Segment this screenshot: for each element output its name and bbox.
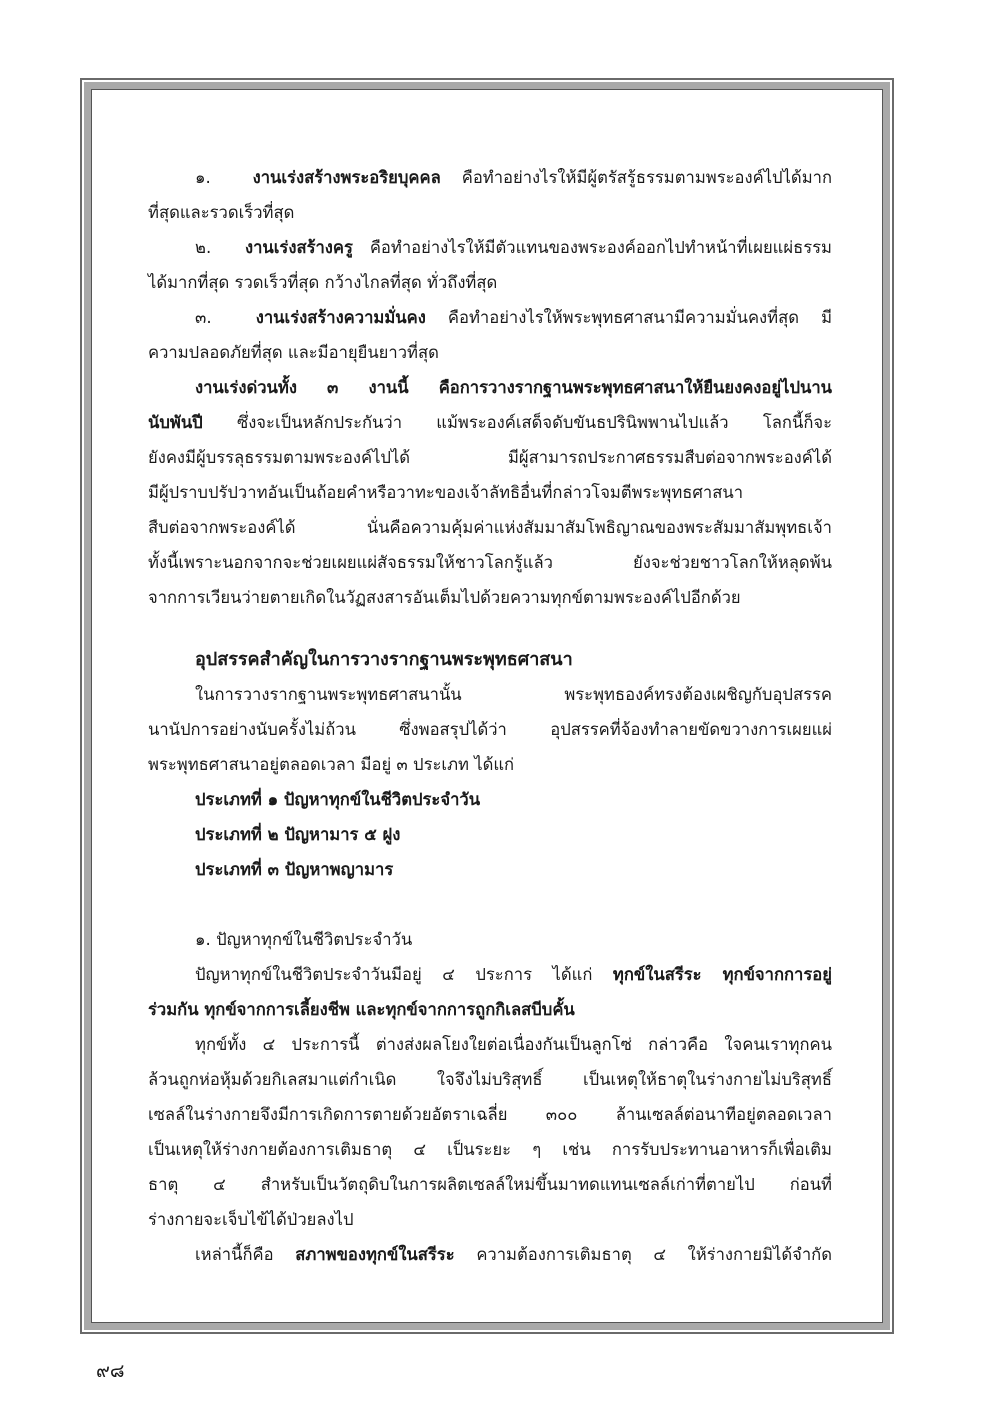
section1-p2-line-5: ธาตุ ๔ สำหรับเป็นวัตถุดิบในการผลิตเซลล์ใหม่ขึ้นมาทดแทนเซลล์เก่าที่ตายไป ก่อนที่ xyxy=(148,1175,832,1194)
summary-line-6: ทั้งนี้เพราะนอกจากจะช่วยเผยแผ่สัจธรรมให้ชาวโลกรู้แล้ว ยังจะช่วยชาวโลกให้หลุดพ้น xyxy=(148,553,832,572)
summary-line-4: มีผู้ปราบปรัปวาทอันเป็นถ้อยคำหรือวาทะของเจ้าลัทธิอื่นที่กล่าวโจมตีพระพุทธศาสนา xyxy=(148,483,744,502)
intro-line-3: พระพุทธศาสนาอยู่ตลอดเวลา มีอยู่ ๓ ประเภท ได้แก่ xyxy=(148,755,515,774)
section1-p1-line-2: ร่วมกัน ทุกข์จากการเลี้ยงชีพ และทุกข์จากการถูกกิเลสบีบคั้น xyxy=(148,1000,575,1019)
obstacle-type-2: ประเภทที่ ๒ ปัญหามาร ๕ ฝูง xyxy=(195,825,401,844)
item-3-line-2: ความปลอดภัยที่สุด และมีอายุยืนยาวที่สุด xyxy=(148,343,439,362)
section1-p3-line-1: เหล่านี้ก็คือ สภาพของทุกข์ในสรีระ ความต้องการเติมธาตุ ๔ ให้ร่างกายมิได้จำกัด xyxy=(195,1245,833,1264)
section-heading: อุปสรรคสำคัญในการวางรากฐานพระพุทธศาสนา xyxy=(195,649,573,670)
summary-line-3: ยังคงมีผู้บรรลุธรรมตามพระองค์ไปได้ มีผู้สามารถประกาศธรรมสืบต่อจากพระองค์ได้ xyxy=(148,448,832,467)
section1-p2-line-1: ทุกข์ทั้ง ๔ ประการนี้ ต่างส่งผลโยงใยต่อเนื่องกันเป็นลูกโซ่ กล่าวคือ ใจคนเราทุกคน xyxy=(195,1035,832,1054)
section1-p2-line-4: เป็นเหตุให้ร่างกายต้องการเติมธาตุ ๔ เป็นระยะ ๆ เช่น การรับประทานอาหารก็เพื่อเติม xyxy=(148,1140,832,1159)
section1-p2-line-6: ร่างกายจะเจ็บไข้ได้ป่วยลงไป xyxy=(148,1210,354,1229)
intro-line-1: ในการวางรากฐานพระพุทธศาสนานั้น พระพุทธองค์ทรงต้องเผชิญกับอุปสรรค xyxy=(195,685,832,704)
summary-line-5: สืบต่อจากพระองค์ได้ นั่นคือความคุ้มค่าแห่งสัมมาสัมโพธิญาณของพระสัมมาสัมพุทธเจ้า xyxy=(148,518,832,537)
page-content xyxy=(148,160,832,1272)
obstacle-type-1: ประเภทที่ ๑ ปัญหาทุกข์ในชีวิตประจำวัน xyxy=(195,790,481,809)
item-3-line-1: ๓. งานเร่งสร้างความมั่นคง คือทำอย่างไรให้พระพุทธศาสนามีความมั่นคงที่สุด มี xyxy=(195,308,833,327)
summary-line-1: งานเร่งด่วนทั้ง ๓ งานนี้ คือการวางรากฐานพระพุทธศาสนาให้ยืนยงคงอยู่ไปนาน xyxy=(195,378,832,397)
summary-line-7: จากการเวียนว่ายตายเกิดในวัฏสงสารอันเต็มไปด้วยความทุกข์ตามพระองค์ไปอีกด้วย xyxy=(148,588,741,607)
section1-p1-line-1: ปัญหาทุกข์ในชีวิตประจำวันมีอยู่ ๔ ประการ ได้แก่ ทุกข์ในสรีระ ทุกข์จากการอยู่ xyxy=(195,965,832,984)
intro-line-2: นานัปการอย่างนับครั้งไม่ถ้วน ซึ่งพอสรุปได้ว่า อุปสรรคที่จ้องทำลายขัดขวางการเผยแผ่ xyxy=(148,720,832,739)
subsection-title: ๑. ปัญหาทุกข์ในชีวิตประจำวัน xyxy=(195,930,413,949)
item-2-line-1: ๒. งานเร่งสร้างครู คือทำอย่างไรให้มีตัวแทนของพระองค์ออกไปทำหน้าที่เผยแผ่ธรรม xyxy=(195,238,832,257)
summary-line-2: นับพันปี ซึ่งจะเป็นหลักประกันว่า แม้พระองค์เสด็จดับขันธปรินิพพานไปแล้ว โลกนี้ก็จะ xyxy=(148,413,832,432)
section1-p2-line-2: ล้วนถูกห่อหุ้มด้วยกิเลสมาแต่กำเนิด ใจจึงไม่บริสุทธิ์ เป็นเหตุให้ธาตุในร่างกายไม่บริสุทธิ์ xyxy=(148,1070,832,1089)
item-1-line-1: ๑. งานเร่งสร้างพระอริยบุคคล คือทำอย่างไรให้มีผู้ตรัสรู้ธรรมตามพระองค์ไปได้มาก xyxy=(195,168,832,187)
section1-p2-line-3: เซลล์ในร่างกายจึงมีการเกิดการตายด้วยอัตราเฉลี่ย ๓๐๐ ล้านเซลล์ต่อนาทีอยู่ตลอดเวลา xyxy=(148,1105,832,1124)
page-number: ๙๘ xyxy=(96,1360,125,1382)
item-1-line-2: ที่สุดและรวดเร็วที่สุด xyxy=(148,203,295,222)
obstacle-type-3: ประเภทที่ ๓ ปัญหาพญามาร xyxy=(195,860,394,879)
item-2-line-2: ได้มากที่สุด รวดเร็วที่สุด กว้างไกลที่สุด ทั่วถึงที่สุด xyxy=(148,273,498,292)
